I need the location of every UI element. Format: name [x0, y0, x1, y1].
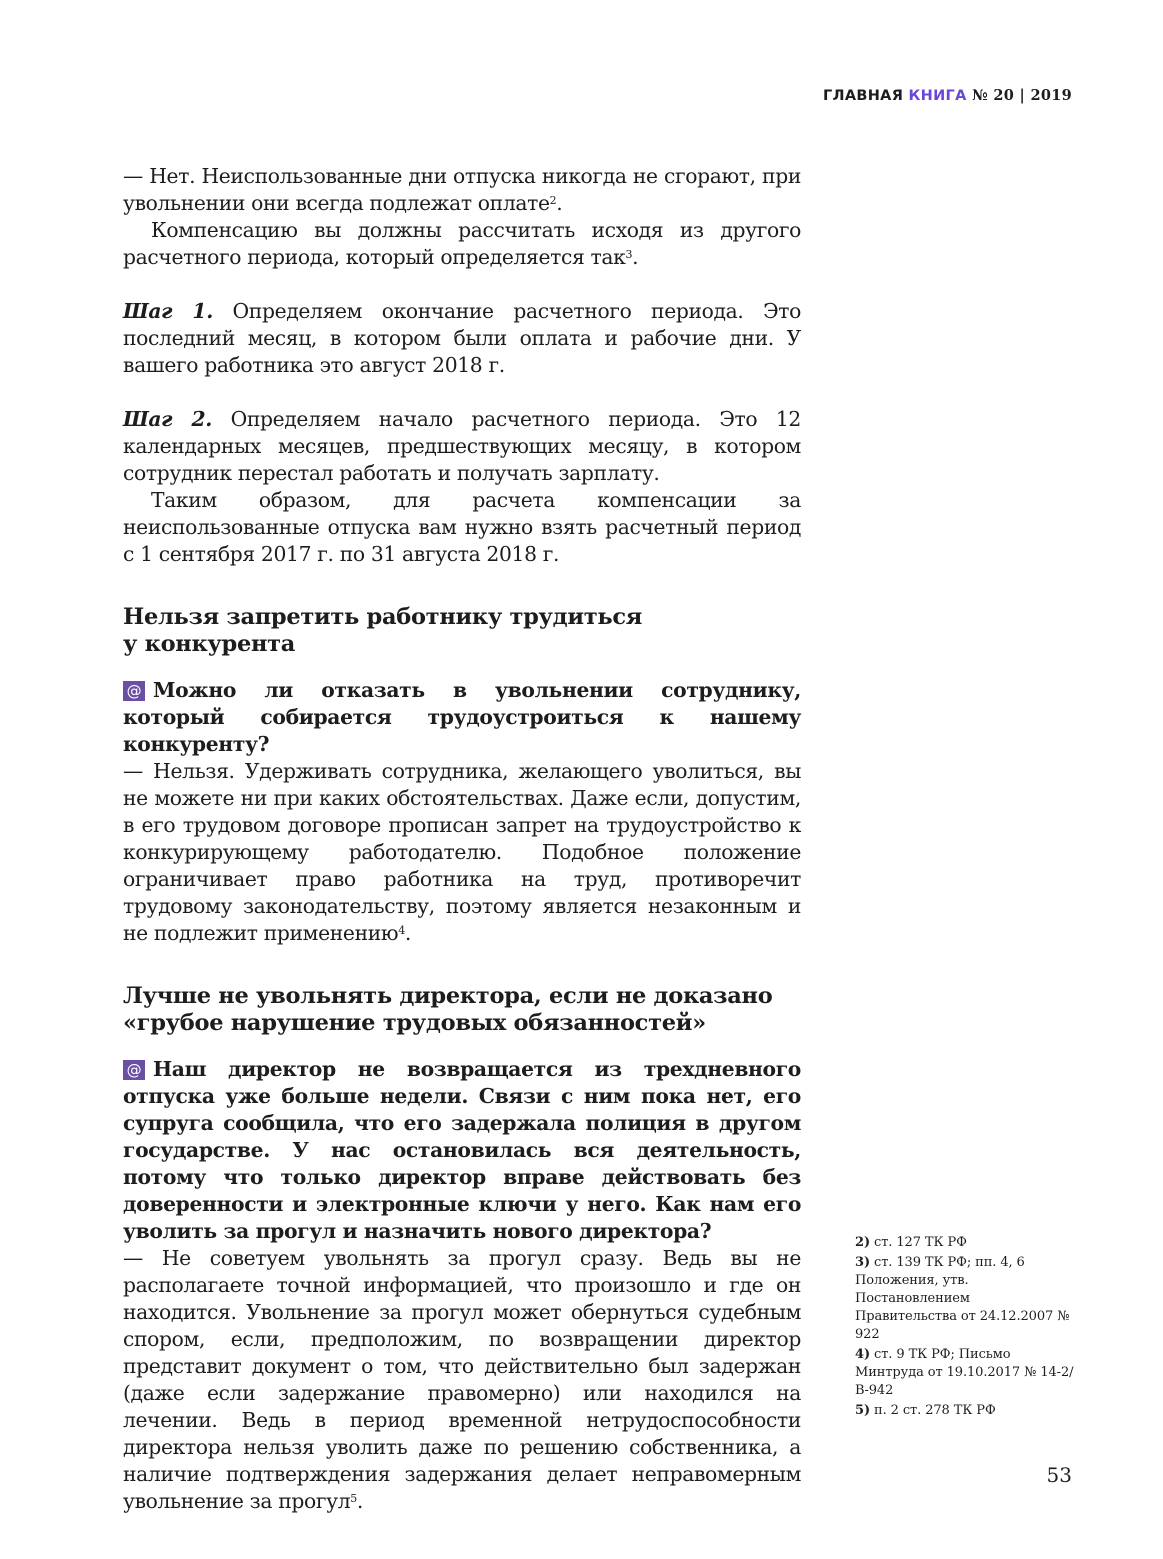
step-2-followup: Таким образом, для расчета компенсации за неиспользованные отпуска вам нужно взять расчетный период с 1 сентября 2017 г. по 31 августа 2018 г.: [123, 488, 801, 566]
magazine-title: ГЛАВНАЯ: [822, 88, 904, 104]
step-1-label: Шаг 1.: [123, 299, 213, 323]
article-body: [123, 163, 801, 1515]
footnote-ref-4: 4: [398, 924, 405, 937]
at-icon: @: [123, 681, 145, 701]
section-2-question: @ Наш директор не возвращается из трехдневного отпуска уже больше недели. Связи с ним пока нет, его супруга сообщила, что его задержала полиция в другом государстве. У нас остановилась вся деятельность, потому что только директор вправе действовать без доверенности и электронные ключи у него. Как нам его уволить за прогул и назначить нового директора?: [123, 1057, 801, 1243]
at-icon: @: [123, 1060, 145, 1080]
footnote-5: 5) п. 2 ст. 278 ТК РФ: [855, 1403, 996, 1418]
issue-number: № 20 | 2019: [971, 87, 1072, 104]
section-1-question: @ Можно ли отказать в увольнении сотруднику, который собирается трудоустроиться к нашему конкуренту?: [123, 678, 801, 756]
step-1: Шаг 1. Определяем окончание расчетного периода. Это последний месяц, в котором были оплата и рабочие дни. У вашего работника это август 2018 г.: [123, 299, 802, 377]
intro-answer: — Нет. Неиспользованные дни отпуска никогда не сгорают, при увольнении они всегда подлежат оплате$^2$.: [123, 164, 801, 215]
magazine-title-accent: КНИГА: [908, 88, 967, 104]
footnotes: [855, 1234, 1075, 1422]
section-2-heading: Лучше не увольнять директора, если не доказано «грубое нарушение трудовых обязанностей»: [123, 983, 773, 1036]
footnote-ref-3: 3: [625, 248, 633, 261]
running-header: [823, 87, 1072, 104]
section-1-answer: — Нельзя. Удерживать сотрудника, желающего уволиться, вы не можете ни при каких обстоятельствах. Даже если, допустим, в его трудовом договоре прописан запрет на трудоустройство к конкурирующему работодателю. Подобное положение ограничивает право работника на труд, противоречит трудовому законодательству, поэтому является незаконным и не подлежит применению$^4$.: [123, 759, 801, 945]
step-2: Шаг 2. Определяем начало расчетного периода. Это 12 календарных месяцев, предшествующих месяцу, в котором сотрудник перестал работать и получать зарплату.: [123, 407, 801, 485]
footnote-ref-2: 2: [549, 194, 557, 207]
section-1-heading: Нельзя запретить работнику трудиться у конкурента: [123, 604, 643, 657]
page-number: 53: [1046, 1463, 1072, 1487]
footnote-3: 3) ст. 139 ТК РФ; пп. 4, 6 Положения, утв. Постановлением Правительства от 24.12.2007 № 922: [855, 1255, 1070, 1342]
footnote-2: 2) ст. 127 ТК РФ: [855, 1235, 967, 1250]
step-2-label: Шаг 2.: [123, 407, 212, 431]
footnote-ref-5: 5: [350, 1492, 357, 1505]
footnote-4: 4) ст. 9 ТК РФ; Письмо Минтруда от 19.10.2017 № 14-2/В-942: [855, 1347, 1074, 1398]
section-2-answer: — Не советуем увольнять за прогул сразу. Ведь вы не располагаете точной информацией, что произошло и где он находится. Увольнение за прогул может обернуться судебным спором, если, предположим, по возвращении директор представит документ о том, что действительно был задержан (даже если задержание правомерно) или находился на лечении. Ведь в период временной нетрудоспособности директора нельзя уволить даже по решению собственника, а наличие подтверждения задержания делает неправомерным увольнение за прогул$^5$.: [123, 1246, 801, 1513]
intro-paragraph: Компенсацию вы должны рассчитать исходя из другого расчетного периода, который определяется так$^3$.: [123, 218, 801, 269]
